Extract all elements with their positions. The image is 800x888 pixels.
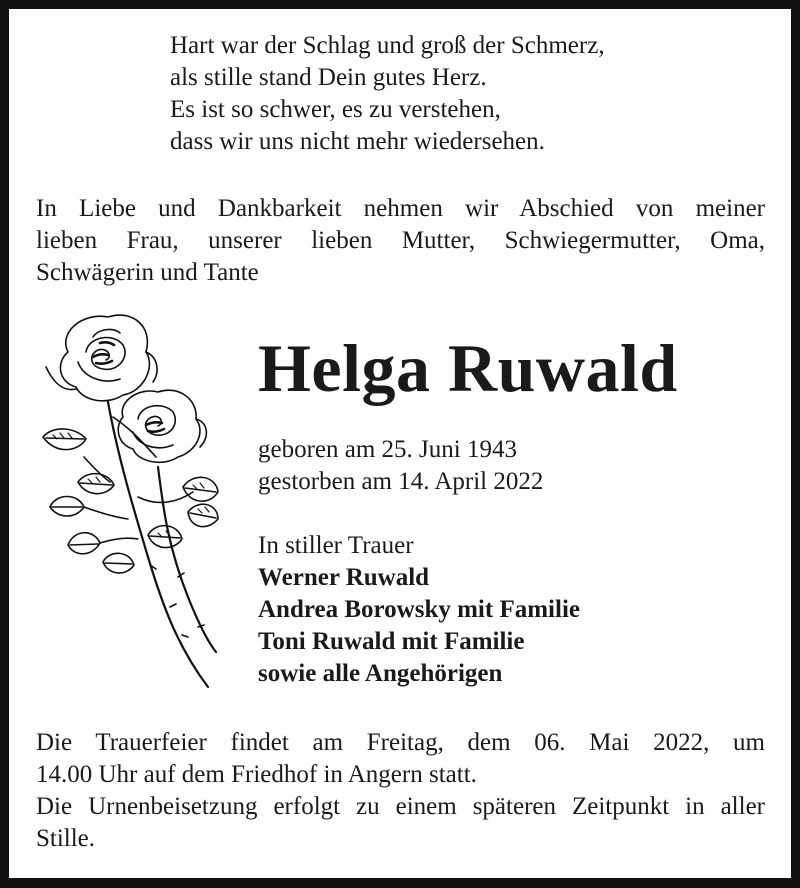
roses-illustration-icon: [38, 307, 238, 692]
notice-line: Die Trauerfeier findet am Freitag, dem 06. Mai 2022, um: [36, 729, 765, 756]
notice-line: Die Urnenbeisetzung erfolgt zu einem späteren Zeitpunkt in aller: [36, 793, 765, 820]
poem-line: Es ist so schwer, es zu verstehen,: [170, 96, 501, 123]
poem-line: dass wir uns nicht mehr wiedersehen.: [170, 128, 545, 155]
mourner-name: Toni Ruwald mit Familie: [258, 628, 525, 655]
poem-line: als stille stand Dein gutes Herz.: [170, 64, 487, 91]
poem-line: Hart war der Schlag und groß der Schmerz,: [170, 32, 605, 59]
mourner-name: Andrea Borowsky mit Familie: [258, 596, 580, 623]
mourner-name: Werner Ruwald: [258, 564, 430, 591]
notice-line: 14.00 Uhr auf dem Friedhof in Angern statt.: [36, 761, 477, 788]
mourners-list: [258, 530, 580, 690]
funeral-notice: [36, 727, 765, 855]
notice-line: Stille.: [36, 825, 96, 852]
birth-date: geboren am 25. Juni 1943: [258, 436, 517, 463]
life-dates: [258, 434, 543, 498]
deceased-name: Helga Ruwald: [258, 330, 678, 406]
intro-line: lieben Frau, unserer lieben Mutter, Schwiegermutter, Oma,: [36, 227, 765, 254]
mourners-heading: In stiller Trauer: [258, 532, 414, 559]
intro-line: In Liebe und Dankbarkeit nehmen wir Abschied von meiner: [36, 195, 765, 222]
death-date: gestorben am 14. April 2022: [258, 468, 544, 495]
memorial-poem: [170, 30, 605, 158]
mourner-name: sowie alle Angehörigen: [258, 660, 503, 687]
farewell-intro: [36, 193, 765, 289]
intro-line: Schwägerin und Tante: [36, 259, 259, 286]
